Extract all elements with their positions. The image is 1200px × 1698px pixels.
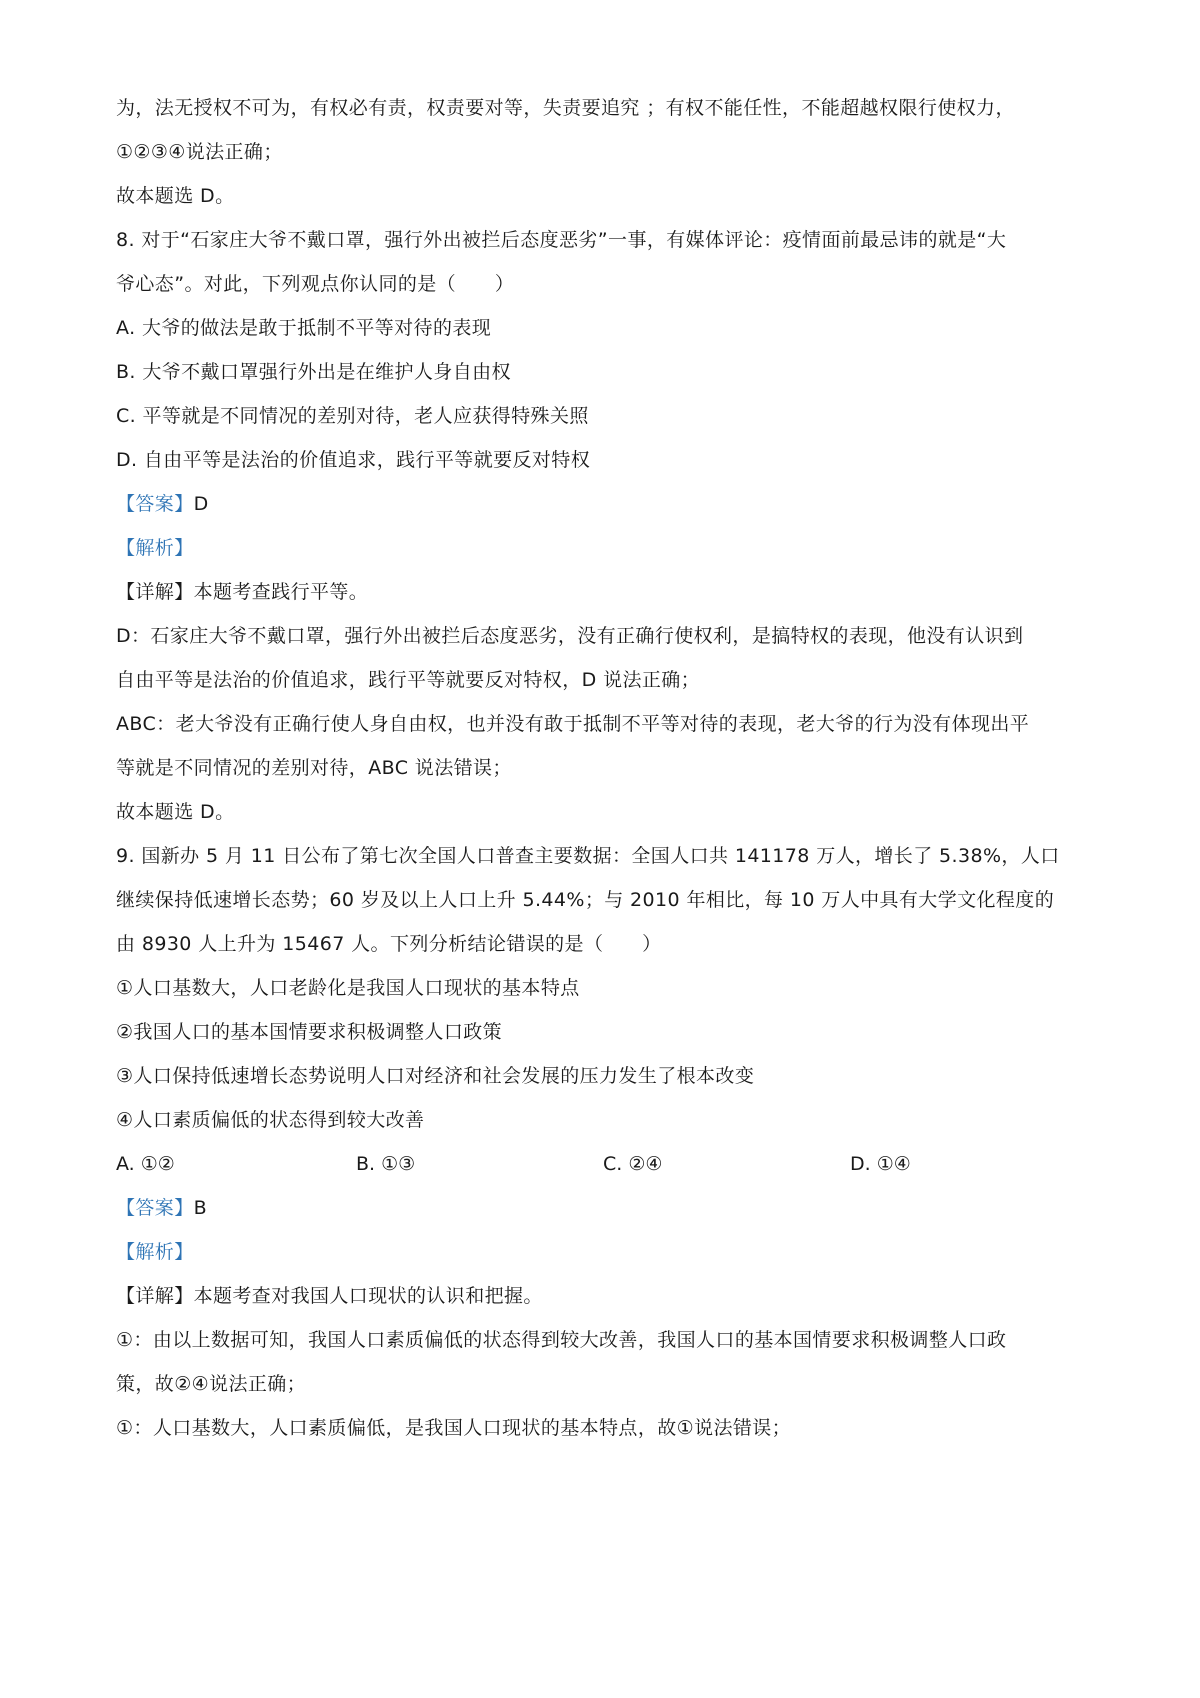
q9-explanation-1-line-1: ①：由以上数据可知，我国人口素质偏低的状态得到较大改善，我国人口的基本国情要求积极调整人口政 — [116, 1329, 1007, 1351]
q8-explanation-1-line-2: 自由平等是法治的价值追求，践行平等就要反对特权，D 说法正确； — [116, 669, 701, 691]
q8-answer-tag: 【答案】 — [116, 493, 194, 515]
q8-option-d: D. 自由平等是法治的价值追求，践行平等就要反对特权 — [116, 449, 591, 471]
q9-analysis-tag: 【解析】 — [116, 1241, 194, 1263]
q8-answer — [116, 491, 209, 517]
q9-explanation-1-line-2: 策，故②④说法正确； — [116, 1373, 307, 1395]
q8-detail: 【详解】本题考查践行平等。 — [116, 581, 369, 603]
q8-option-b: B. 大爷不戴口罩强行外出是在维护人身自由权 — [116, 361, 511, 383]
q9-stem-line-3: 由 8930 人上升为 15467 人。下列分析结论错误的是（ ） — [116, 933, 662, 955]
q9-detail: 【详解】本题考查对我国人口现状的认识和把握。 — [116, 1285, 543, 1307]
q8-stem-line-2: 爷心态”。对此，下列观点你认同的是（ ） — [116, 273, 515, 295]
q9-answer-tag: 【答案】 — [116, 1197, 194, 1219]
prev-conclusion: 故本题选 D。 — [116, 185, 235, 207]
q8-explanation-1-line-1: D：石家庄大爷不戴口罩，强行外出被拦后态度恶劣，没有正确行使权利，是搞特权的表现，他没有认识到 — [116, 625, 1024, 647]
q9-option-b: B. ①③ — [356, 1153, 416, 1175]
q9-stem-line-2: 继续保持低速增长态势；60 岁及以上人口上升 5.44%；与 2010 年相比，每 10 万人中具有大学文化程度的 — [116, 889, 1055, 911]
q9-statement-2: ②我国人口的基本国情要求积极调整人口政策 — [116, 1021, 503, 1043]
q8-explanation-2-line-2: 等就是不同情况的差别对待，ABC 说法错误； — [116, 757, 512, 779]
q9-statement-4: ④人口素质偏低的状态得到较大改善 — [116, 1109, 425, 1131]
q9-answer-value: B — [193, 1197, 208, 1219]
q9-answer — [116, 1195, 207, 1221]
q9-option-a: A. ①② — [116, 1153, 175, 1175]
q9-option-d: D. ①④ — [850, 1153, 911, 1175]
q9-option-c: C. ②④ — [603, 1153, 663, 1175]
q8-analysis-tag: 【解析】 — [116, 537, 194, 559]
prev-explanation-line-1: 为，法无授权不可为，有权必有责，权责要对等，失责要追究 ；有权不能任性，不能超越权限行使权力， — [116, 97, 1015, 119]
q9-explanation-2: ①：人口基数大，人口素质偏低，是我国人口现状的基本特点，故①说法错误； — [116, 1417, 792, 1439]
q9-statement-3: ③人口保持低速增长态势说明人口对经济和社会发展的压力发生了根本改变 — [116, 1065, 755, 1087]
prev-explanation-line-2: ①②③④说法正确； — [116, 141, 283, 163]
q8-answer-value: D — [193, 493, 209, 515]
q8-stem-line-1: 8. 对于“石家庄大爷不戴口罩，强行外出被拦后态度恶劣”一事，有媒体评论：疫情面前最忌讳的就是“大 — [116, 229, 1007, 251]
q8-option-a: A. 大爷的做法是敢于抵制不平等对待的表现 — [116, 317, 492, 339]
q9-statement-1: ①人口基数大，人口老龄化是我国人口现状的基本特点 — [116, 977, 580, 999]
q8-conclusion: 故本题选 D。 — [116, 801, 235, 823]
q8-explanation-2-line-1: ABC：老大爷没有正确行使人身自由权，也并没有敢于抵制不平等对待的表现，老大爷的行为没有体现出平 — [116, 713, 1030, 735]
q8-option-c: C. 平等就是不同情况的差别对待，老人应获得特殊关照 — [116, 405, 589, 427]
q9-stem-line-1: 9. 国新办 5 月 11 日公布了第七次全国人口普查主要数据：全国人口共 141178 万人，增长了 5.38%，人口 — [116, 845, 1060, 867]
